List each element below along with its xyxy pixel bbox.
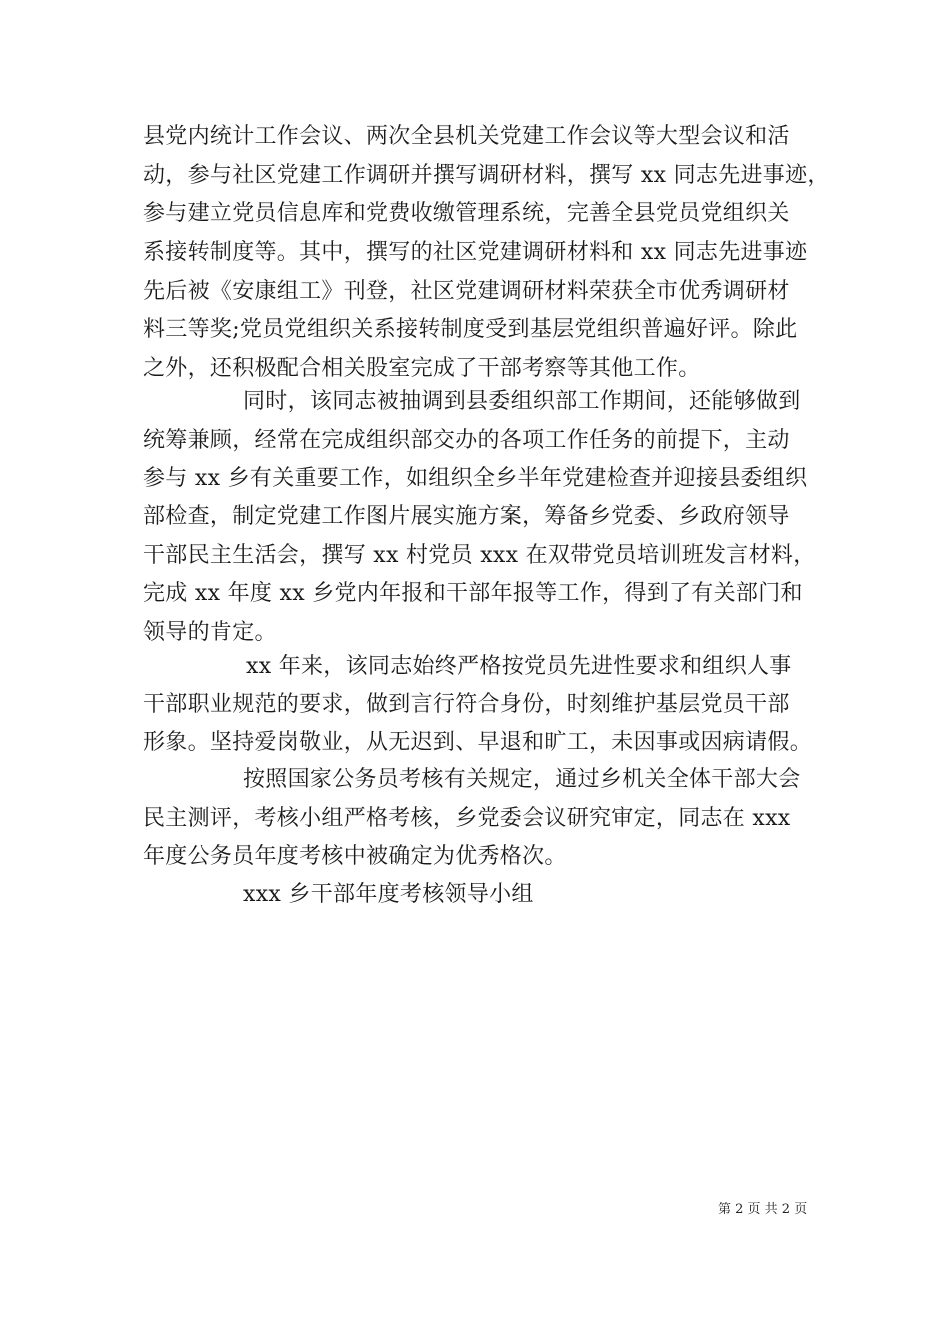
text-line: 参与 xx 乡有关重要工作，如组织全乡半年党建检查并迎接县委组织 (143, 466, 808, 491)
text-line: 料三等奖;党员党组织关系接转制度受到基层党组织普遍好评。除此 (143, 317, 798, 342)
text-line: 先后被《安康组工》刊登，社区党建调研材料荣获全市优秀调研材 (143, 279, 790, 304)
text-line: 动，参与社区党建工作调研并撰写调研材料，撰写 xx 同志先进事迹， (143, 163, 830, 188)
text-line: 同时，该同志被抽调到县委组织部工作期间，还能够做到 (243, 389, 801, 414)
text-line: 系接转制度等。其中，撰写的社区党建调研材料和 xx 同志先进事迹 (143, 240, 808, 265)
text-line: 干部职业规范的要求，做到言行符合身份，时刻维护基层党员干部 (143, 692, 790, 717)
text-line: xx 年来，该同志始终严格按党员先进性要求和组织人事 (246, 654, 792, 679)
text-line: 民主测评，考核小组严格考核，乡党委会议研究审定，同志在 xxx (143, 806, 791, 831)
text-line: 统筹兼顾，经常在完成组织部交办的各项工作任务的前提下，主动 (143, 428, 790, 453)
text-line: 完成 xx 年度 xx 乡党内年报和干部年报等工作，得到了有关部门和 (143, 581, 803, 606)
signature-line: xxx 乡干部年度考核领导小组 (243, 882, 534, 907)
text-line: 按照国家公务员考核有关规定，通过乡机关全体干部大会 (243, 767, 801, 792)
text-line: 领导的肯定。 (143, 620, 277, 645)
text-line: 年度公务员年度考核中被确定为优秀格次。 (143, 844, 567, 869)
text-line: 参与建立党员信息库和党费收缴管理系统，完善全县党员党组织关 (143, 201, 790, 226)
text-line: 部检查，制定党建工作图片展实施方案，筹备乡党委、乡政府领导 (143, 504, 790, 529)
text-line: 形象。坚持爱岗敬业，从无迟到、早退和旷工，未因事或因病请假。 (143, 730, 813, 755)
text-line: 县党内统计工作会议、两次全县机关党建工作会议等大型会议和活 (143, 124, 790, 149)
text-line: 干部民主生活会，撰写 xx 村党员 xxx 在双带党员培训班发言材料， (143, 543, 816, 568)
text-line: 之外，还积极配合相关股室完成了干部考察等其他工作。 (143, 356, 701, 381)
page-number: 第 2 页 共 2 页 (718, 1202, 808, 1217)
